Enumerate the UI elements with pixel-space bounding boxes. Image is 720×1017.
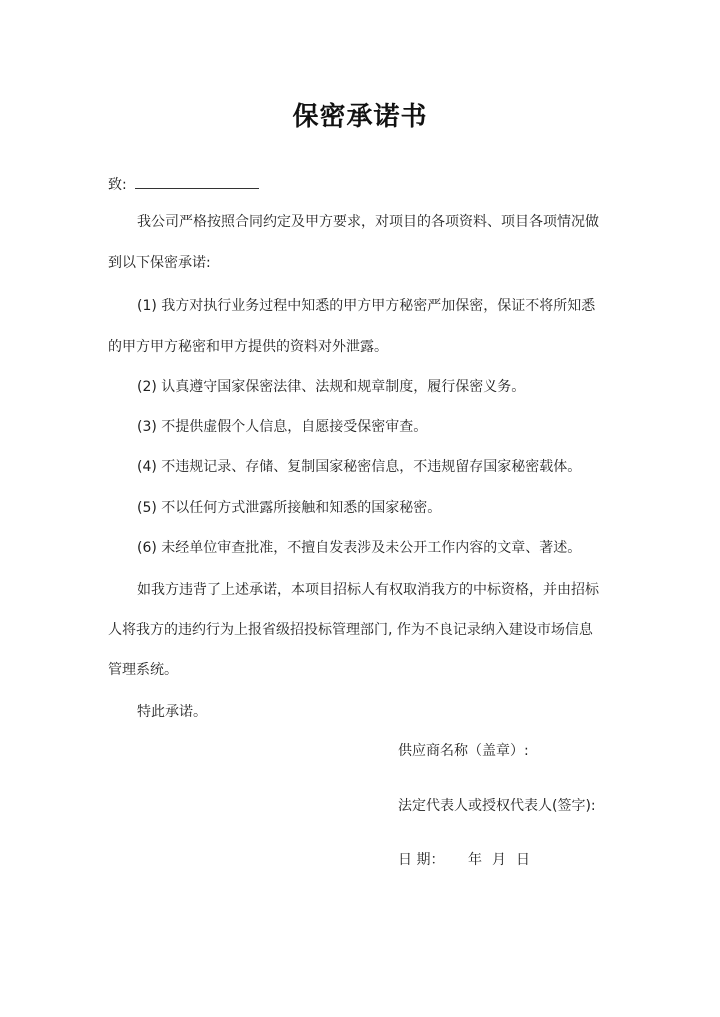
breach-paragraph-line-2: 人将我方的违约行为上报省级招投标管理部门, 作为不良记录纳入建设市场信息 <box>108 622 593 638</box>
date-label: 日 期： <box>398 852 445 868</box>
breach-paragraph-line-3: 管理系统。 <box>108 662 178 678</box>
representative-signature-line: 法定代表人或授权代表人(签字): <box>398 798 596 814</box>
item-1-line-1: (1) 我方对执行业务过程中知悉的甲方甲方秘密严加保密，保证不将所知悉 <box>137 298 596 314</box>
item-2: (2) 认真遵守国家保密法律、法规和规章制度，履行保密义务。 <box>137 379 526 395</box>
item-1-line-2: 的甲方甲方秘密和甲方提供的资料对外泄露。 <box>108 339 388 355</box>
item-4: (4) 不违规记录、存储、复制国家秘密信息，不违规留存国家秘密载体。 <box>137 459 582 475</box>
recipient-line <box>108 174 259 195</box>
intro-paragraph-line-1: 我公司严格按照合同约定及甲方要求，对项目的各项资料、项目各项情况做 <box>137 214 599 230</box>
item-5: (5) 不以任何方式泄露所接触和知悉的国家秘密。 <box>137 500 442 516</box>
date-month: 月 <box>492 852 506 868</box>
recipient-label: 致: <box>108 177 127 193</box>
item-6: (6) 未经单位审查批准，不擅自发表涉及未公开工作内容的文章、著述。 <box>137 540 582 556</box>
date-day: 日 <box>516 852 530 868</box>
closing-statement: 特此承诺。 <box>137 704 207 720</box>
recipient-blank-field <box>135 174 259 189</box>
intro-paragraph-line-2: 到以下保密承诺: <box>108 255 211 271</box>
supplier-name-seal-line: 供应商名称（盖章）: <box>398 743 529 759</box>
breach-paragraph-line-1: 如我方违背了上述承诺，本项目招标人有权取消我方的中标资格，并由招标 <box>137 582 599 598</box>
item-3: (3) 不提供虚假个人信息，自愿接受保密审查。 <box>137 419 428 435</box>
date-year: 年 <box>468 852 482 868</box>
date-line <box>398 850 530 870</box>
document-title: 保密承诺书 <box>292 102 428 132</box>
